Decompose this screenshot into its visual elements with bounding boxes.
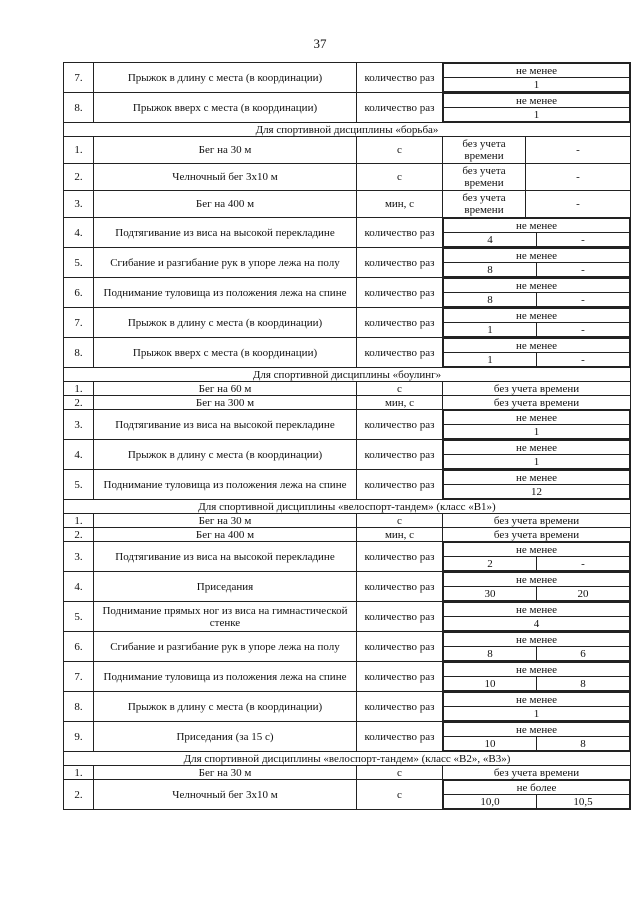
- exercise-name: Челночный бег 3х10 м: [94, 164, 357, 191]
- result-header: не менее: [444, 543, 630, 557]
- row-number: 1.: [64, 766, 94, 780]
- result-value-right: -: [537, 233, 630, 247]
- result-value-left: 1: [444, 353, 537, 367]
- result-cell: [443, 440, 631, 470]
- exercise-name: Прыжок в длину с места (в координации): [94, 440, 357, 470]
- result-subtable: [443, 308, 630, 337]
- row-number: 2.: [64, 164, 94, 191]
- exercise-name: Бег на 30 м: [94, 514, 357, 528]
- section-title: Для спортивной дисциплины «велоспорт-тандем» (класс «В2», «В3»): [64, 752, 631, 766]
- result-subtable: [443, 93, 630, 122]
- table-row: [64, 164, 631, 191]
- result-value-left: 10,0: [444, 795, 537, 809]
- exercise-name: Поднимание прямых ног из виса на гимнастической стенке: [94, 602, 357, 632]
- result-subtable: [443, 278, 630, 307]
- row-number: 9.: [64, 722, 94, 752]
- result-header: не менее: [444, 309, 630, 323]
- result-subtable: [443, 632, 630, 661]
- table-row: [64, 218, 631, 248]
- unit-cell: мин, с: [357, 396, 443, 410]
- result-cell: [443, 602, 631, 632]
- table-row: [64, 93, 631, 123]
- result-cell: [443, 308, 631, 338]
- row-number: 2.: [64, 528, 94, 542]
- result-value-left: 10: [444, 737, 537, 751]
- result-value-right: -: [537, 353, 630, 367]
- result-header: не менее: [444, 411, 630, 425]
- result-header: не менее: [444, 339, 630, 353]
- exercise-name: Прыжок в длину с места (в координации): [94, 692, 357, 722]
- row-number: 8.: [64, 692, 94, 722]
- unit-cell: с: [357, 164, 443, 191]
- row-number: 8.: [64, 93, 94, 123]
- table-row: [64, 528, 631, 542]
- result-subtable: [443, 572, 630, 601]
- result-right: -: [526, 137, 631, 164]
- exercise-name: Бег на 400 м: [94, 528, 357, 542]
- result-cell: [443, 338, 631, 368]
- result-value-left: 4: [444, 233, 537, 247]
- row-number: 4.: [64, 218, 94, 248]
- table-row: [64, 632, 631, 662]
- table-row: [64, 542, 631, 572]
- unit-cell: количество раз: [357, 278, 443, 308]
- exercise-name: Приседания (за 15 с): [94, 722, 357, 752]
- result-subtable: [443, 248, 630, 277]
- result-value-right: -: [537, 557, 630, 571]
- result-value-left: 2: [444, 557, 537, 571]
- row-number: 4.: [64, 440, 94, 470]
- result-header: не менее: [444, 219, 630, 233]
- result-value: 1: [444, 108, 630, 122]
- table-row: [64, 722, 631, 752]
- table-row: [64, 338, 631, 368]
- unit-cell: количество раз: [357, 248, 443, 278]
- table-row: [64, 766, 631, 780]
- result-cell: [443, 470, 631, 500]
- result-cell: [443, 278, 631, 308]
- row-number: 5.: [64, 248, 94, 278]
- unit-cell: мин, с: [357, 191, 443, 218]
- result-value: 1: [444, 707, 630, 721]
- table-row: [64, 137, 631, 164]
- unit-cell: количество раз: [357, 572, 443, 602]
- result-subtable: [443, 662, 630, 691]
- result-cell: [443, 692, 631, 722]
- exercise-name: Поднимание туловища из положения лежа на спине: [94, 662, 357, 692]
- result-header: не менее: [444, 633, 630, 647]
- exercise-name: Поднимание туловища из положения лежа на спине: [94, 470, 357, 500]
- table-row: [64, 572, 631, 602]
- row-number: 3.: [64, 410, 94, 440]
- exercise-name: Прыжок в длину с места (в координации): [94, 308, 357, 338]
- exercise-name: Бег на 30 м: [94, 766, 357, 780]
- exercise-name: Прыжок вверх с места (в координации): [94, 338, 357, 368]
- result-header: не менее: [444, 64, 630, 78]
- exercise-name: Бег на 300 м: [94, 396, 357, 410]
- unit-cell: количество раз: [357, 542, 443, 572]
- result-value: 1: [444, 78, 630, 92]
- result-cell: [443, 410, 631, 440]
- result-header: не менее: [444, 573, 630, 587]
- unit-cell: количество раз: [357, 692, 443, 722]
- table-row: [64, 248, 631, 278]
- result-value: 4: [444, 617, 630, 631]
- result-right: -: [526, 191, 631, 218]
- result-value-left: 8: [444, 293, 537, 307]
- result-value-left: 1: [444, 323, 537, 337]
- result-value-left: 30: [444, 587, 537, 601]
- table-row: [64, 278, 631, 308]
- exercise-name: Поднимание туловища из положения лежа на спине: [94, 278, 357, 308]
- exercise-name: Подтягивание из виса на высокой перекладине: [94, 218, 357, 248]
- table-row: [64, 470, 631, 500]
- unit-cell: количество раз: [357, 218, 443, 248]
- result-header: не менее: [444, 279, 630, 293]
- result-cell: [443, 542, 631, 572]
- result-subtable: [443, 63, 630, 92]
- result-subtable: [443, 780, 630, 809]
- result-value-right: -: [537, 263, 630, 277]
- row-number: 5.: [64, 470, 94, 500]
- row-number: 1.: [64, 514, 94, 528]
- result-subtable: [443, 692, 630, 721]
- result-cell: [443, 572, 631, 602]
- row-number: 6.: [64, 632, 94, 662]
- result-header: не менее: [444, 693, 630, 707]
- table-row: [64, 440, 631, 470]
- result-value-right: 8: [537, 677, 630, 691]
- result-value-right: 20: [537, 587, 630, 601]
- result-cell: [443, 63, 631, 93]
- unit-cell: количество раз: [357, 722, 443, 752]
- table-row: [64, 780, 631, 810]
- result-subtable: [443, 470, 630, 499]
- exercise-name: Сгибание и разгибание рук в упоре лежа на полу: [94, 632, 357, 662]
- row-number: 1.: [64, 382, 94, 396]
- unit-cell: количество раз: [357, 632, 443, 662]
- exercise-name: Бег на 30 м: [94, 137, 357, 164]
- result-subtable: [443, 218, 630, 247]
- result-cell: [443, 248, 631, 278]
- unit-cell: с: [357, 766, 443, 780]
- unit-cell: количество раз: [357, 93, 443, 123]
- result-cell: [443, 722, 631, 752]
- result-header: не менее: [444, 603, 630, 617]
- result-subtable: [443, 542, 630, 571]
- result-value-right: -: [537, 293, 630, 307]
- unit-cell: количество раз: [357, 440, 443, 470]
- row-number: 6.: [64, 278, 94, 308]
- result-cell: без учета времени: [443, 766, 631, 780]
- exercise-name: Прыжок в длину с места (в координации): [94, 63, 357, 93]
- result-cell: без учета времени: [443, 528, 631, 542]
- result-subtable: [443, 440, 630, 469]
- section-header-row: [64, 368, 631, 382]
- unit-cell: количество раз: [357, 338, 443, 368]
- result-cell: [443, 218, 631, 248]
- result-cell: без учета времени: [443, 514, 631, 528]
- standards-table: [63, 62, 631, 810]
- result-value-left: 10: [444, 677, 537, 691]
- exercise-name: Бег на 400 м: [94, 191, 357, 218]
- exercise-name: Подтягивание из виса на высокой перекладине: [94, 542, 357, 572]
- result-cell: [443, 93, 631, 123]
- table-row: [64, 692, 631, 722]
- result-cell: [443, 780, 631, 810]
- row-number: 8.: [64, 338, 94, 368]
- row-number: 7.: [64, 63, 94, 93]
- table-row: [64, 63, 631, 93]
- section-header-row: [64, 500, 631, 514]
- section-header-row: [64, 123, 631, 137]
- result-subtable: [443, 722, 630, 751]
- result-header: не менее: [444, 441, 630, 455]
- result-left: без учета времени: [443, 164, 526, 191]
- table-row: [64, 662, 631, 692]
- page-number: 37: [313, 36, 327, 51]
- result-value-right: -: [537, 323, 630, 337]
- unit-cell: количество раз: [357, 63, 443, 93]
- result-header: не менее: [444, 663, 630, 677]
- unit-cell: количество раз: [357, 410, 443, 440]
- result-value: 1: [444, 455, 630, 469]
- row-number: 4.: [64, 572, 94, 602]
- row-number: 1.: [64, 137, 94, 164]
- row-number: 2.: [64, 396, 94, 410]
- result-value: 1: [444, 425, 630, 439]
- result-header: не менее: [444, 249, 630, 263]
- section-header-row: [64, 752, 631, 766]
- table-row: [64, 382, 631, 396]
- result-cell: без учета времени: [443, 382, 631, 396]
- result-value-left: 8: [444, 647, 537, 661]
- exercise-name: Челночный бег 3х10 м: [94, 780, 357, 810]
- result-left: без учета времени: [443, 137, 526, 164]
- section-title: Для спортивной дисциплины «велоспорт-тандем» (класс «В1»): [64, 500, 631, 514]
- result-value: 12: [444, 485, 630, 499]
- table-row: [64, 191, 631, 218]
- result-right: -: [526, 164, 631, 191]
- exercise-name: Сгибание и разгибание рук в упоре лежа на полу: [94, 248, 357, 278]
- unit-cell: количество раз: [357, 470, 443, 500]
- table-row: [64, 396, 631, 410]
- result-subtable: [443, 602, 630, 631]
- result-header: не более: [444, 781, 630, 795]
- unit-cell: мин, с: [357, 528, 443, 542]
- result-value-left: 8: [444, 263, 537, 277]
- result-left: без учета времени: [443, 191, 526, 218]
- table-row: [64, 410, 631, 440]
- result-cell: [443, 632, 631, 662]
- unit-cell: с: [357, 780, 443, 810]
- unit-cell: с: [357, 514, 443, 528]
- exercise-name: Подтягивание из виса на высокой перекладине: [94, 410, 357, 440]
- exercise-name: Приседания: [94, 572, 357, 602]
- unit-cell: с: [357, 382, 443, 396]
- section-title: Для спортивной дисциплины «борьба»: [64, 123, 631, 137]
- row-number: 3.: [64, 191, 94, 218]
- table-row: [64, 514, 631, 528]
- result-subtable: [443, 410, 630, 439]
- exercise-name: Прыжок вверх с места (в координации): [94, 93, 357, 123]
- section-title: Для спортивной дисциплины «боулинг»: [64, 368, 631, 382]
- unit-cell: количество раз: [357, 308, 443, 338]
- row-number: 3.: [64, 542, 94, 572]
- result-cell: без учета времени: [443, 396, 631, 410]
- table-row: [64, 602, 631, 632]
- row-number: 7.: [64, 662, 94, 692]
- unit-cell: с: [357, 137, 443, 164]
- result-value-right: 8: [537, 737, 630, 751]
- result-cell: [443, 662, 631, 692]
- unit-cell: количество раз: [357, 662, 443, 692]
- table-row: [64, 308, 631, 338]
- result-subtable: [443, 338, 630, 367]
- unit-cell: количество раз: [357, 602, 443, 632]
- result-value-right: 6: [537, 647, 630, 661]
- result-header: не менее: [444, 723, 630, 737]
- exercise-name: Бег на 60 м: [94, 382, 357, 396]
- row-number: 5.: [64, 602, 94, 632]
- row-number: 7.: [64, 308, 94, 338]
- result-header: не менее: [444, 471, 630, 485]
- result-header: не менее: [444, 94, 630, 108]
- result-value-right: 10,5: [537, 795, 630, 809]
- row-number: 2.: [64, 780, 94, 810]
